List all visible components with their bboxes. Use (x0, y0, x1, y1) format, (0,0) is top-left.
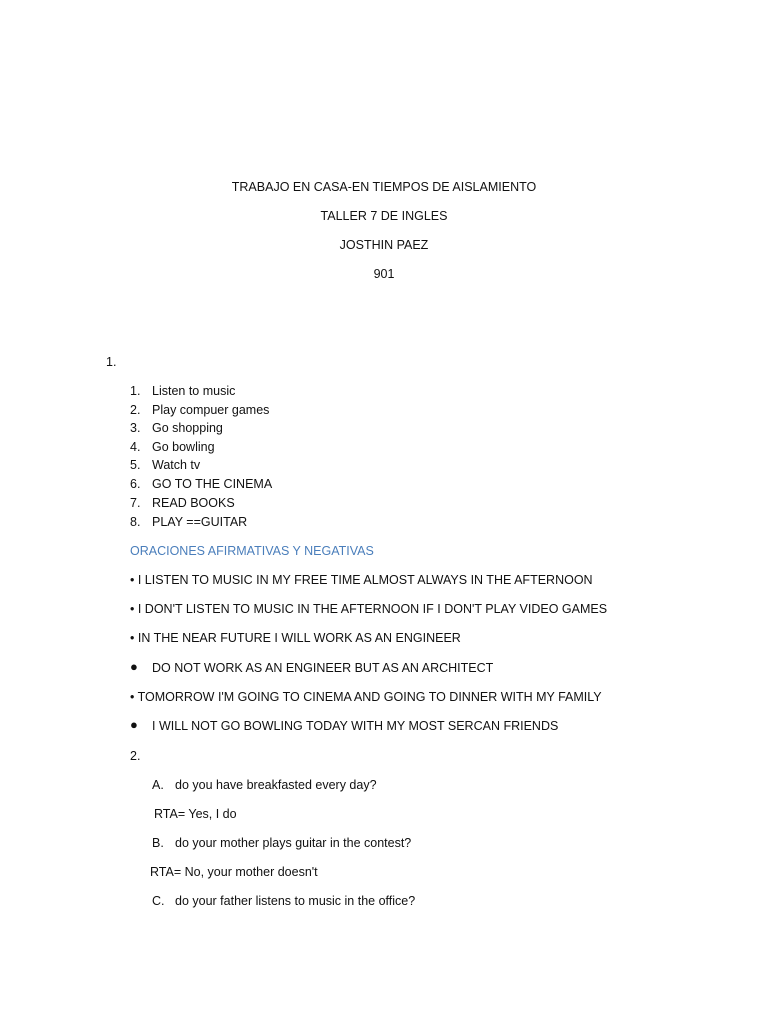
group-number: 901 (373, 267, 395, 281)
list-item-number: 7. (130, 496, 141, 510)
question-letter: B. (152, 836, 164, 850)
sentences-heading: ORACIONES AFIRMATIVAS Y NEGATIVAS (130, 544, 374, 558)
section-1-number: 1. (106, 355, 117, 369)
document-subtitle: TALLER 7 DE INGLES (320, 209, 448, 223)
sentence-text: DO NOT WORK AS AN ENGINEER BUT AS AN ARCHITECT (152, 661, 494, 675)
list-item-number: 2. (130, 403, 141, 417)
list-item-text: Play compuer games (152, 403, 270, 417)
bullet-icon: ● (130, 659, 138, 674)
sentence-text: I WILL NOT GO BOWLING TODAY WITH MY MOST SERCAN FRIENDS (152, 719, 559, 733)
list-item-number: 4. (130, 440, 141, 454)
bullet-icon: ● (130, 717, 138, 732)
list-item-number: 1. (130, 384, 141, 398)
list-item-text: Go bowling (152, 440, 215, 454)
section-2-number: 2. (130, 749, 141, 763)
list-item-number: 3. (130, 421, 141, 435)
document-title: TRABAJO EN CASA-EN TIEMPOS DE AISLAMIENTO (231, 180, 537, 194)
question-text: do you have breakfasted every day? (175, 778, 377, 792)
list-item-number: 8. (130, 515, 141, 529)
answer-text: RTA= Yes, I do (154, 807, 237, 821)
list-item-text: GO TO THE CINEMA (152, 477, 273, 491)
question-letter: C. (152, 894, 165, 908)
list-item-text: PLAY ==GUITAR (152, 515, 248, 529)
list-item-number: 6. (130, 477, 141, 491)
sentence-item: • I LISTEN TO MUSIC IN MY FREE TIME ALMOST ALWAYS IN THE AFTERNOON (130, 573, 593, 587)
question-text: do your mother plays guitar in the contest? (175, 836, 412, 850)
sentence-item: • IN THE NEAR FUTURE I WILL WORK AS AN ENGINEER (130, 631, 461, 645)
question-letter: A. (152, 778, 164, 792)
list-item-number: 5. (130, 458, 141, 472)
list-item-text: Watch tv (152, 458, 201, 472)
sentence-item: • I DON'T LISTEN TO MUSIC IN THE AFTERNOON IF I DON'T PLAY VIDEO GAMES (130, 602, 608, 616)
question-text: do your father listens to music in the office? (175, 894, 416, 908)
list-item-text: READ BOOKS (152, 496, 235, 510)
list-item-text: Go shopping (152, 421, 223, 435)
answer-text: RTA= No, your mother doesn't (150, 865, 318, 879)
sentence-item: • TOMORROW I'M GOING TO CINEMA AND GOING TO DINNER WITH MY FAMILY (130, 690, 602, 704)
list-item-text: Listen to music (152, 384, 236, 398)
author-name: JOSTHIN PAEZ (339, 238, 429, 252)
